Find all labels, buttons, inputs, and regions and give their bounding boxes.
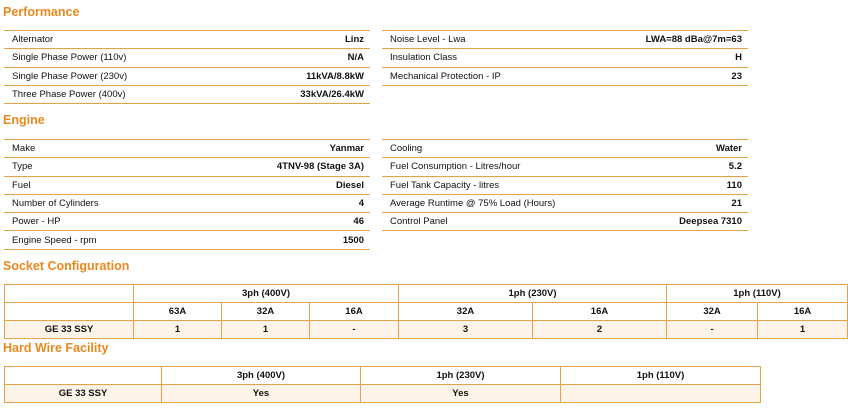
spec-row (4, 231, 370, 249)
engine-title: Engine (3, 113, 45, 127)
socket-table (4, 284, 848, 339)
row-label: GE 33 SSY (5, 385, 162, 403)
spec-row (4, 67, 370, 85)
spec-label: Insulation Class (382, 49, 576, 67)
hardwire-group-header (5, 367, 761, 385)
spec-row (382, 176, 748, 194)
header-blank-cell (5, 285, 134, 303)
spec-value: Water (638, 140, 748, 158)
hardwire-value: Yes (162, 385, 361, 403)
spec-value: Linz (232, 31, 370, 49)
socket-count: 2 (533, 321, 667, 339)
spec-value: 1500 (187, 231, 370, 249)
socket-count: 3 (399, 321, 533, 339)
spec-label: Control Panel (382, 213, 638, 231)
table-row (5, 321, 848, 339)
spec-value: Diesel (187, 176, 370, 194)
spec-row (4, 213, 370, 231)
spec-value: Yanmar (187, 140, 370, 158)
spec-value: H (576, 49, 748, 67)
row-label: GE 33 SSY (5, 321, 134, 339)
group-header-1ph-110: 1ph (110V) (561, 367, 761, 385)
socket-title: Socket Configuration (3, 259, 130, 273)
hardwire-value: Yes (361, 385, 561, 403)
spec-label: Engine Speed - rpm (4, 231, 187, 249)
header-blank-cell (5, 367, 162, 385)
spec-label: Number of Cylinders (4, 194, 187, 212)
spec-label: Average Runtime @ 75% Load (Hours) (382, 194, 638, 212)
spec-row (382, 158, 748, 176)
spec-row (4, 158, 370, 176)
spec-value: 46 (187, 213, 370, 231)
spec-label: Fuel (4, 176, 187, 194)
spec-label: Mechanical Protection - IP (382, 67, 576, 85)
hardwire-value (561, 385, 761, 403)
spec-value: 110 (638, 176, 748, 194)
spec-label: Three Phase Power (400v) (4, 85, 232, 103)
spec-label: Single Phase Power (110v) (4, 49, 232, 67)
socket-count: 1 (222, 321, 310, 339)
spec-row (4, 194, 370, 212)
header-blank-cell (5, 303, 134, 321)
group-header-1ph-110: 1ph (110V) (667, 285, 848, 303)
engine-left-table (4, 139, 370, 250)
spec-row (4, 176, 370, 194)
spec-value: 4 (187, 194, 370, 212)
spec-label: Fuel Consumption - Litres/hour (382, 158, 638, 176)
spec-row (382, 67, 748, 85)
spec-value: 4TNV-98 (Stage 3A) (187, 158, 370, 176)
spec-value: 5.2 (638, 158, 748, 176)
socket-amp-header (5, 303, 848, 321)
spec-row (4, 49, 370, 67)
performance-title: Performance (3, 5, 80, 19)
spec-row (382, 140, 748, 158)
performance-left-table (4, 30, 370, 104)
spec-row (382, 194, 748, 212)
amp-header: 16A (533, 303, 667, 321)
spec-value: 23 (576, 67, 748, 85)
spec-value: 21 (638, 194, 748, 212)
spec-row (4, 31, 370, 49)
amp-header: 32A (222, 303, 310, 321)
table-row (5, 385, 761, 403)
spec-row (382, 49, 748, 67)
spec-row (382, 213, 748, 231)
spec-value: N/A (232, 49, 370, 67)
spec-label: Cooling (382, 140, 638, 158)
group-header-3ph: 3ph (400V) (162, 367, 361, 385)
spec-value: LWA=88 dBa@7m=63 (576, 31, 748, 49)
group-header-3ph: 3ph (400V) (134, 285, 399, 303)
group-header-1ph-230: 1ph (230V) (361, 367, 561, 385)
amp-header: 16A (758, 303, 848, 321)
spec-label: Type (4, 158, 187, 176)
spec-label: Noise Level - Lwa (382, 31, 576, 49)
hardwire-title: Hard Wire Facility (3, 341, 109, 355)
spec-value: 11kVA/8.8kW (232, 67, 370, 85)
amp-header: 32A (399, 303, 533, 321)
spec-label: Make (4, 140, 187, 158)
group-header-1ph-230: 1ph (230V) (399, 285, 667, 303)
amp-header: 63A (134, 303, 222, 321)
amp-header: 16A (310, 303, 399, 321)
engine-right-table (382, 139, 748, 231)
spec-row (382, 31, 748, 49)
hardwire-table (4, 366, 761, 403)
spec-label: Single Phase Power (230v) (4, 67, 232, 85)
spec-value: Deepsea 7310 (638, 213, 748, 231)
socket-count: - (667, 321, 758, 339)
spec-label: Alternator (4, 31, 232, 49)
spec-row (4, 140, 370, 158)
amp-header: 32A (667, 303, 758, 321)
socket-count: 1 (758, 321, 848, 339)
socket-count: 1 (134, 321, 222, 339)
socket-count: - (310, 321, 399, 339)
socket-group-header (5, 285, 848, 303)
performance-right-table (382, 30, 748, 86)
spec-row (4, 85, 370, 103)
spec-label: Fuel Tank Capacity - litres (382, 176, 638, 194)
spec-value: 33kVA/26.4kW (232, 85, 370, 103)
spec-label: Power - HP (4, 213, 187, 231)
